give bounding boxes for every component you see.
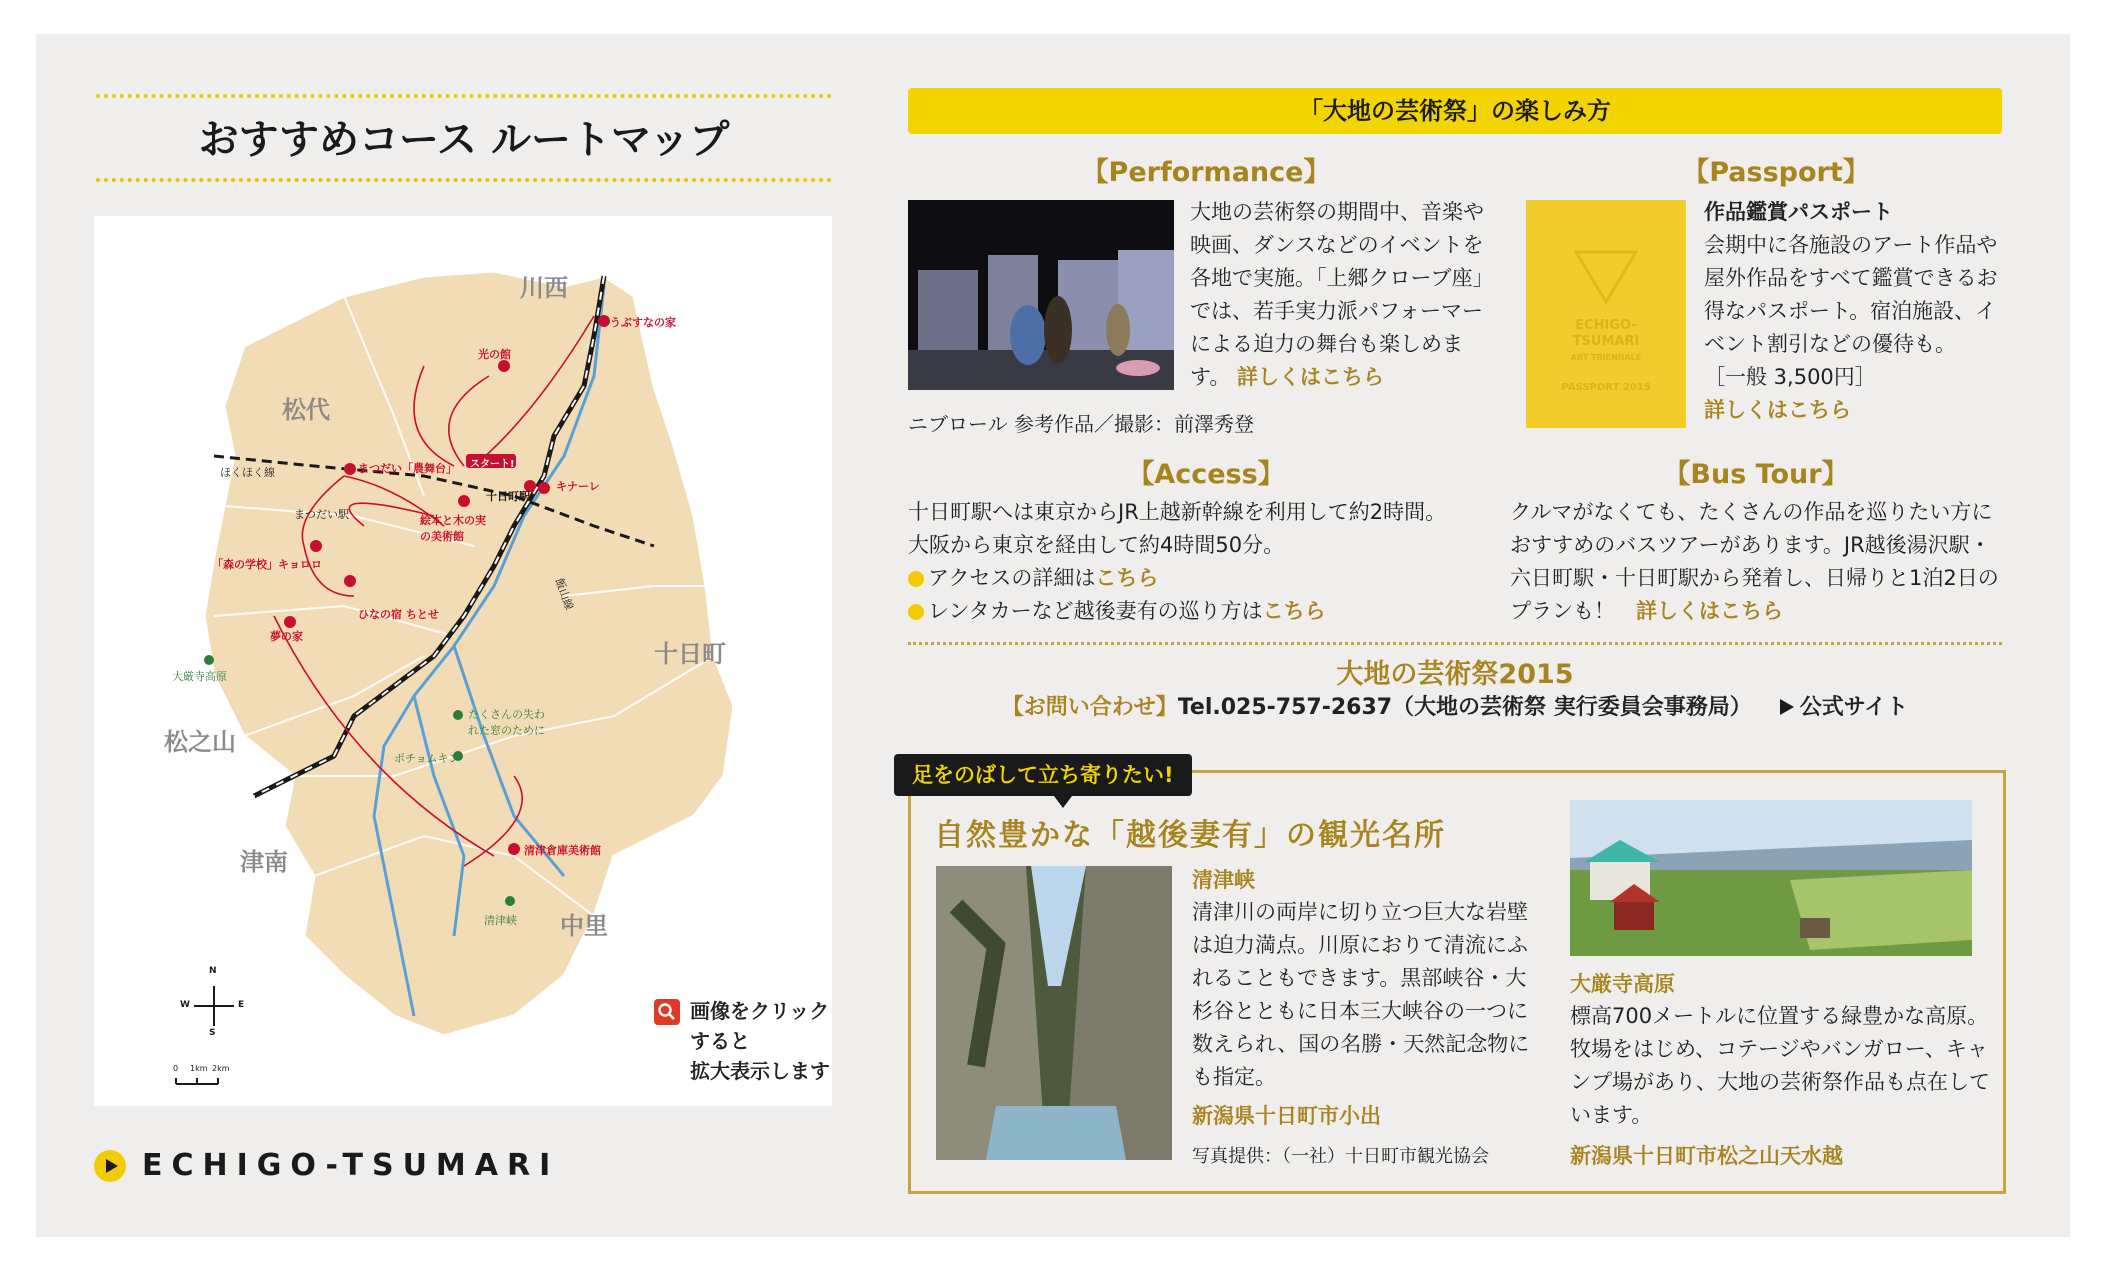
scale-bar xyxy=(176,1078,218,1084)
festival-title: 大地の芸術祭2015 xyxy=(1336,659,1574,690)
kiyotsukyo-photo[interactable] xyxy=(936,866,1172,1160)
start-badge: スタート! xyxy=(470,459,515,470)
bustour-description: クルマがなくても、たくさんの作品を巡りたい方におすすめのバスツアーがあります。JR越後湯沢駅・六日町駅・十日町駅から発着し、日帰りと1泊2日のプランも！ xyxy=(1510,500,1999,623)
station-label-matsudai: まつだい駅 xyxy=(294,508,349,521)
yellow-dot-icon xyxy=(908,604,924,620)
triangle-right-icon xyxy=(1780,699,1794,715)
contact-label: 【お問い合わせ】 xyxy=(1001,695,1178,720)
compass-icon xyxy=(194,986,234,1026)
compass-e: E xyxy=(238,1000,245,1010)
spot-label-kyororo[interactable]: 「森の学校」キョロロ xyxy=(212,558,322,571)
compass-s: S xyxy=(209,1028,216,1038)
compass-w: W xyxy=(180,1000,190,1010)
spot-label-hinanoyado[interactable]: ひなの宿 ちとせ xyxy=(358,608,439,621)
title-divider-bottom xyxy=(96,178,832,182)
spot-label-hikari[interactable]: 光の館 xyxy=(478,348,511,361)
performance-photo[interactable] xyxy=(908,200,1174,390)
bustour-title: 【Bus Tour】 xyxy=(1663,459,1849,490)
rentacar-link[interactable]: こちら xyxy=(1262,599,1326,623)
station-label-tokamachi: 十日町駅 xyxy=(486,490,530,503)
contact-line xyxy=(908,690,2002,721)
region-label-tokamachi: 十日町 xyxy=(654,640,726,668)
daigonji-name: 大厳寺高原 xyxy=(1570,972,1675,996)
region-label-tsunan: 津南 xyxy=(240,848,288,876)
performance-text xyxy=(1190,196,1490,394)
access-bullet2 xyxy=(908,595,1488,628)
spot-label-ubusuna[interactable]: うぶすなの家 xyxy=(610,316,676,329)
kiyotsukyo-location: 新潟県十日町市小出 xyxy=(1192,1104,1381,1128)
performance-caption: ニブロール 参考作品／撮影：前澤秀登 xyxy=(908,412,1254,436)
performance-title: 【Performance】 xyxy=(1081,157,1331,188)
passport-card-line1: ECHIGO- xyxy=(1575,318,1637,333)
kiyotsukyo-name: 清津峡 xyxy=(1192,868,1255,892)
access-line2: 大阪から東京を経由して約4時間50分。 xyxy=(908,533,1285,557)
access-bullet1 xyxy=(908,562,1488,595)
access-title: 【Access】 xyxy=(1127,459,1285,490)
contact-phone[interactable]: Tel.025-757-2637（大地の芸術祭 実行委員会事務局） xyxy=(1177,695,1752,720)
section-header: 「大地の芸術祭」の楽しみ方 xyxy=(908,88,2002,134)
magnifier-icon xyxy=(654,999,680,1025)
scale-2km: 2km xyxy=(212,1064,230,1073)
access-bullet2-text: レンタカーなど越後妻有の巡り方は xyxy=(928,599,1263,623)
scale-1km: 1km xyxy=(190,1064,208,1073)
access-bullet1-text: アクセスの詳細は xyxy=(928,566,1096,590)
kiyotsukyo-credit: 写真提供：（一社）十日町市観光協会 xyxy=(1192,1146,1489,1167)
spot-label-nobutai[interactable]: まつだい「農舞台」 xyxy=(358,462,457,475)
kiyotsukyo-text: 清津川の両岸に切り立つ巨大な岩壁は迫力満点。川原におりて清流にふれることもできます。黒部峡谷・大杉谷とともに日本三大峡谷の一つに数えられ、国の名勝・天然記念物にも指定。 xyxy=(1192,900,1530,1089)
passport-link[interactable]: 詳しくはこちら xyxy=(1704,398,1851,422)
region-label-matsudai: 松代 xyxy=(282,396,330,424)
compass-n: N xyxy=(209,966,217,976)
performance-description: 大地の芸術祭の期間中、音楽や映画、ダンスなどのイベントを各地で実施。「上郷クローブ座」では、若手実力派パフォーマーによる迫力の舞台も楽しめます。 xyxy=(1190,200,1484,389)
zoom-hint[interactable] xyxy=(654,996,832,1086)
spot-label-yumenoie[interactable]: 夢の家 xyxy=(270,630,303,643)
spot-label-daigonji[interactable]: 大厳寺高原 xyxy=(172,670,227,683)
daigonji-photo[interactable] xyxy=(1570,800,1972,956)
passport-card-line4: PASSPORT 2015 xyxy=(1561,382,1651,393)
brand-logo[interactable] xyxy=(94,1148,559,1183)
yellow-dot-icon xyxy=(908,571,924,587)
festival-divider xyxy=(908,642,2002,645)
passport-card-image[interactable] xyxy=(1526,200,1686,428)
performance-link[interactable]: 詳しくはこちら xyxy=(1237,365,1385,389)
brand-text: ECHIGO-TSUMARI xyxy=(142,1148,560,1183)
passport-card-line3: ART TRIENNALE xyxy=(1570,353,1642,362)
bustour-link[interactable]: 詳しくはこちら xyxy=(1636,599,1783,623)
rail-label-hokuhoku: ほくほく線 xyxy=(220,466,275,479)
passport-text-block xyxy=(1704,196,2004,427)
spot-label-kiyotsukyo[interactable]: 清津峡 xyxy=(484,914,517,927)
daigonji-text: 標高700メートルに位置する緑豊かな高原。牧場をはじめ、コテージやバンガロー、キャンプ場があり、大地の芸術祭作品も点在しています。 xyxy=(1570,1004,1990,1127)
region-label-nakasato: 中里 xyxy=(560,912,608,940)
page-title: おすすめコース ルートマップ xyxy=(198,117,730,163)
access-detail-link[interactable]: こちら xyxy=(1095,566,1159,590)
bustour-text xyxy=(1510,496,2000,628)
sightseeing-title: 自然豊かな「越後妻有」の観光名所 xyxy=(934,818,1446,853)
access-line1: 十日町駅へは東京からJR上越新幹線を利用して約2時間。 xyxy=(908,500,1447,524)
passport-title: 【Passport】 xyxy=(1682,157,1870,188)
scale-0: 0 xyxy=(173,1064,179,1073)
spot-label-windows[interactable]: たくさんの失われた窓のために xyxy=(468,708,545,737)
spot-label-kiyotsu-warehouse[interactable]: 清津倉庫美術館 xyxy=(524,844,601,857)
passport-price: ［一般 3,500円］ xyxy=(1704,365,1876,389)
spot-label-ehon[interactable]: 絵本と木の実の美術館 xyxy=(420,514,486,543)
zoom-hint-line1: 画像をクリックすると xyxy=(690,999,830,1053)
spot-label-potemkin[interactable]: ポチョムキン xyxy=(394,752,460,765)
daigonji-location: 新潟県十日町市松之山天水越 xyxy=(1570,1144,1843,1168)
passport-card-line2: TSUMARI xyxy=(1572,334,1640,349)
rail-label-iiyama: 飯山線 xyxy=(552,576,576,612)
official-site-link[interactable]: 公式サイト xyxy=(1799,695,1909,720)
callout-balloon: 足をのばして立ち寄りたい! xyxy=(894,754,1192,796)
play-arrow-icon xyxy=(94,1150,126,1182)
spot-label-kinare[interactable]: キナーレ xyxy=(556,480,600,493)
passport-heading: 作品鑑賞パスポート xyxy=(1704,200,1893,224)
passport-description: 会期中に各施設のアート作品や屋外作品をすべて鑑賞できるお得なパスポート。宿泊施設、イベント割引などの優待も。 xyxy=(1704,233,1998,356)
title-divider-top xyxy=(96,94,832,98)
route-map[interactable] xyxy=(94,216,832,1106)
region-label-kawanishi: 川西 xyxy=(520,274,568,302)
access-text-block xyxy=(908,496,1488,628)
region-label-matsunoyama: 松之山 xyxy=(164,728,236,756)
zoom-hint-line2: 拡大表示します xyxy=(690,1059,830,1083)
